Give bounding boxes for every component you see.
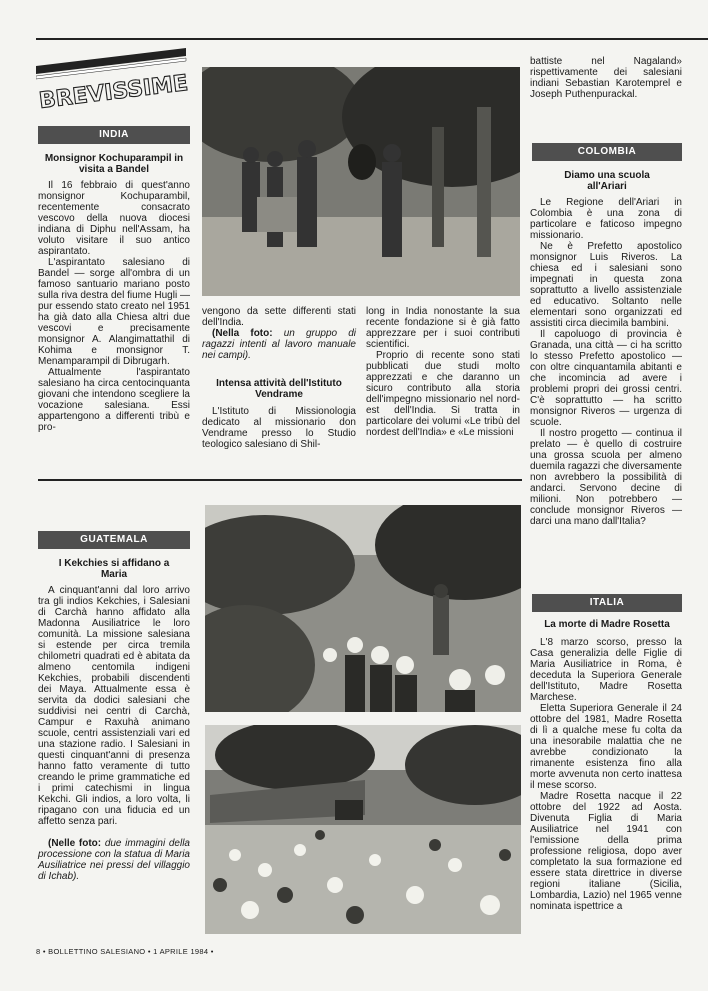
section-header [36, 44, 192, 114]
paragraph: Proprio di recente sono stati pubblicati due studi molto apprezzati e che daranno un sicuro contributo alla storia dell'impegno missionario nel nord-est dell'India. Si tratta in particolare dei volumi «Le tribù del nordest dell'India» e «Le missioni [366, 350, 520, 438]
photo-procession-statue [205, 505, 521, 712]
guatemala-photo-caption [38, 838, 190, 882]
italia-headline: La morte di Madre Rosetta [544, 619, 670, 630]
paragraph: Le Regione dell'Ariari in Colombia è una zona di particolare e faticoso impegno missionario. [530, 197, 682, 241]
paragraph: L'Istituto di Missionologia dedicato al missionario don Vendrame presso lo Studio teologico salesiano di Shil- [202, 406, 356, 450]
colombia-article [530, 197, 682, 577]
paragraph: Il capoluogo di provincia è Granada, una città — ci ha scritto lo stesso Prefetto apostolico — con oltre cinquantamila abitanti e che incomincia ad avere i problemi propri dei grossi centri. C'è soprattutto — ha scritto monsignor Riveros — urgenza di scuole. [530, 329, 682, 428]
india-banner: INDIA [38, 126, 190, 144]
photo-india-boys-in-field [202, 67, 520, 296]
section-title: BREVISSIME [37, 70, 190, 114]
italia-banner: ITALIA [532, 594, 682, 612]
paragraph: long in India nonostante la sua recente fondazione si è già fatto apprezzare per i suoi contributi scientifici. [366, 306, 520, 350]
paragraph: Il 16 febbraio di quest'anno monsignor Kochuparambil, recentemente consacrato vescovo della nuova diocesi indiana di Diphu nell'Assam, ha voluto visitare il suo antico aspirantato. [38, 180, 190, 257]
top-rule [36, 38, 708, 40]
india-col4-text: battiste nel Nagaland» rispettivamente dei salesiani indiani Sebastian Karotemprel e Joseph Puthenpurackal. [530, 56, 682, 100]
paragraph: Attualmente l'aspirantato salesiano ha circa centocinquanta giovani che intendono scegliere la vocazione salesiana. Essi appartengono a differenti tribù e pro- [38, 367, 190, 433]
paragraph: L'8 marzo scorso, presso la Casa generalizia delle Figlie di Maria Ausiliatrice in Roma, è deceduta la Superiora Generale dell'Istituto, Madre Rosetta Marchese. [530, 637, 682, 703]
guatemala-caption-lead: (Nelle foto: [48, 838, 102, 849]
guatemala-article [38, 585, 190, 935]
india-caption-text: un gruppo di ragazzi intenti al lavoro manuale nei campi). [202, 328, 357, 361]
middle-rule [38, 479, 522, 481]
paragraph: Il nostro progetto — continua il prelato — è quello di costruire una grossa scuola per almeno duemila ragazzi che diversamente non avrebbero la possibilità di andarci. Servono decine di milioni. Non potrebbero — conclude monsignor Riveros — darci una mano dall'Italia? [530, 428, 682, 527]
paragraph: L'aspirantato salesiano di Bandel — sorge all'ombra di un famoso santuario mariano posto sulla riva destra del fiume Hugli — pur essendo stato creato nel 1951 ha già dato alla Chiesa altri due vescovi e precisamente monsignor A. Alangimattathil di Kohima e monsignor T. Menamparampil di Dibrugarh. [38, 257, 190, 367]
paragraph: Ne è Prefetto apostolico monsignor Luis Riveros. La chiesa ed i salesiani sono impegnati in questa zona soprattutto a livello assistenziale ed educativo. Soltanto nelle elementari sono organizzati ed assistiti circa diecimila bambini. [530, 241, 682, 329]
india-col2-text: vengono da sette differenti stati dell'India. [202, 306, 356, 328]
india-article-column-3 [366, 306, 520, 456]
india-article-column-4 [530, 56, 682, 100]
guatemala-banner: GUATEMALA [38, 531, 190, 549]
vendrame-headline: Intensa attività dell'Istituto Vendrame [216, 378, 342, 400]
colombia-headline: Diamo una scuola all'Ariari [564, 170, 650, 192]
paragraph: Madre Rosetta nacque il 22 ottobre del 1922 ad Aosta. Divenuta Figlia di Maria Ausiliatrice nel 1941 con l'emissione della prima professione religiosa, dopo aver completato la sua formazione ed essere stata direttrice in diverse regioni italiane (Sicilia, Lombardia, Lazio) nel 1965 venne nominata ispettrice a [530, 791, 682, 912]
india-caption-lead: (Nella foto: [212, 328, 273, 339]
india-article-column-2 [202, 306, 356, 456]
india-article-column-1 [38, 180, 190, 460]
paragraph: A cinquant'anni dal loro arrivo tra gli indios Kekchies, i Salesiani di Carchà hanno affidato alla Madonna Ausiliatrice le loro comunità. La missione salesiana si estende per circa tremila chilometri quadrati ed è abitata da almeno centomila indigeni Kekchies, probabili discendenti dei Maya. Attualmente essa è servita da dodici salesiani che suddivisi nei centri di Carchà, Campur e Raxuhà animano scuole, centri assistenziali vari ed una stazione radio. I Salesiani in questi cinquant'anni di presenza hanno fatto veramente di tutto creando le prime grammatiche ed i primi catechismi in lingua Kekchi. Gli indios, a loro volta, li ripagano con una fiducia ed un affetto senza pari. [38, 585, 190, 827]
india-headline: Monsignor Kochuparampil in visita a Bandel [44, 153, 184, 175]
page-footer: 8 • BOLLETTINO SALESIANO • 1 APRILE 1984 • [36, 947, 214, 956]
guatemala-headline: I Kekchies si affidano a Maria [58, 558, 170, 580]
colombia-banner: COLOMBIA [532, 143, 682, 161]
photo-procession-crowd [205, 725, 521, 934]
paragraph: Eletta Superiora Generale il 24 ottobre del 1981, Madre Rosetta di lì a qualche mese fu colta da una inesorabile malattia che ne avrebbe condizionato la rimanente esistenza fino alla morte avvenuta non certo inattesa il mese scorso. [530, 703, 682, 791]
guatemala-caption-text: due immagini della processione con la statua di Maria Ausiliatrice nei pressi del villaggio di Ichab). [38, 838, 190, 882]
italia-article [530, 637, 682, 937]
india-photo-caption [202, 328, 356, 361]
brevissime-graphic [36, 44, 192, 114]
